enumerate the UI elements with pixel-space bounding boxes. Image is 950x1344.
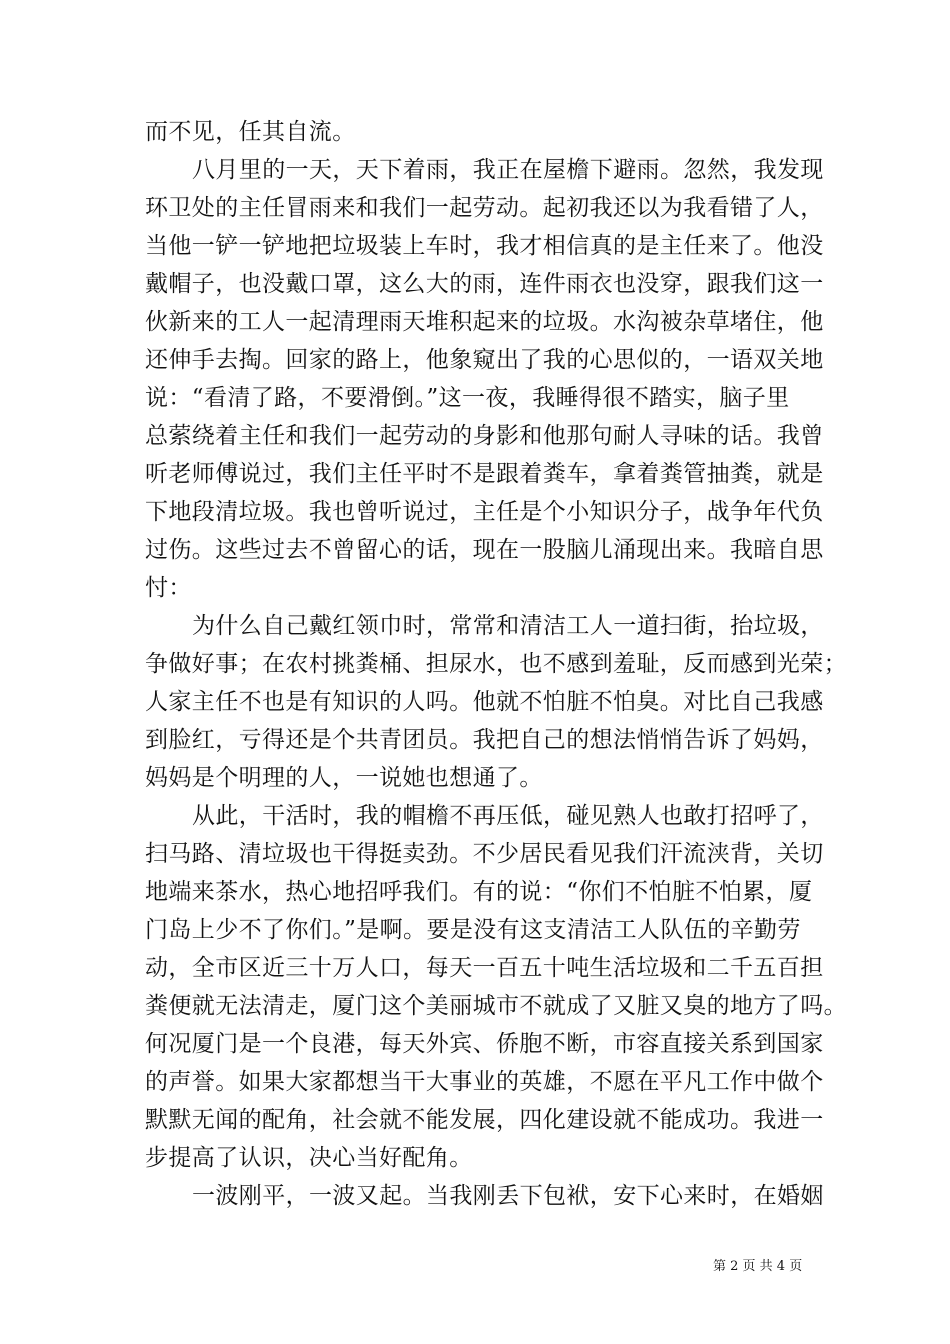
body-text-line: 说：“看清了路，不要滑倒。”这一夜，我睡得很不踏实，脑子里 <box>145 385 790 411</box>
body-text-line: 戴帽子，也没戴口罩，这么大的雨，连件雨衣也没穿，跟我们这一 <box>145 271 824 297</box>
body-text-line: 当他一铲一铲地把垃圾装上车时，我才相信真的是主任来了。他没 <box>145 233 824 259</box>
body-text-line: 步提高了认识，决心当好配角。 <box>145 1145 473 1171</box>
paragraph-first-line: 从此，干活时，我的帽檐不再压低，碰见熟人也敢打招呼了， <box>192 803 824 829</box>
body-text-line: 忖： <box>145 575 192 601</box>
body-text-line: 听老师傅说过，我们主任平时不是跟着粪车，拿着粪管抽粪，就是 <box>145 461 824 487</box>
page-indicator: 第 2 页 共 4 页 <box>713 1259 803 1274</box>
body-text-line: 过伤。这些过去不曾留心的话，现在一股脑儿涌现出来。我暗自思 <box>145 537 824 563</box>
paragraph-first-line: 一波刚平，一波又起。当我刚丢下包袱，安下心来时，在婚姻 <box>192 1183 824 1209</box>
body-text-line: 到脸红，亏得还是个共青团员。我把自己的想法悄悄告诉了妈妈， <box>145 727 824 753</box>
body-text-line: 还伸手去掏。回家的路上，他象窥出了我的心思似的，一语双关地 <box>145 347 824 373</box>
paragraph-first-line: 八月里的一天，天下着雨，我正在屋檐下避雨。忽然，我发现 <box>192 157 824 183</box>
body-text-line: 门岛上少不了你们。”是啊。要是没有这支清洁工人队伍的辛勤劳 <box>145 917 801 943</box>
body-text-line: 何况厦门是一个良港，每天外宾、侨胞不断，市容直接关系到国家 <box>145 1031 824 1057</box>
body-text-line: 扫马路、清垃圾也干得挺卖劲。不少居民看见我们汗流浃背，关切 <box>145 841 824 867</box>
body-text-line: 人家主任不也是有知识的人吗。他就不怕脏不怕臭。对比自己我感 <box>145 689 824 715</box>
body-text-line: 总萦绕着主任和我们一起劳动的身影和他那句耐人寻味的话。我曾 <box>145 423 824 449</box>
paragraph-first-line: 为什么自己戴红领巾时，常常和清洁工人一道扫街，抬垃圾， <box>192 613 824 639</box>
body-text-line: 伙新来的工人一起清理雨天堆积起来的垃圾。水沟被杂草堵住，他 <box>145 309 824 335</box>
body-text-line: 环卫处的主任冒雨来和我们一起劳动。起初我还以为我看错了人， <box>145 195 824 221</box>
body-text-line: 妈妈是个明理的人，一说她也想通了。 <box>145 765 543 791</box>
body-text-line: 而不见，任其自流。 <box>145 119 356 145</box>
body-text-line: 地端来茶水，热心地招呼我们。有的说：“你们不怕脏不怕累，厦 <box>145 879 813 905</box>
body-text-line: 下地段清垃圾。我也曾听说过，主任是个小知识分子，战争年代负 <box>145 499 824 525</box>
body-text-line: 争做好事；在农村挑粪桶、担尿水，也不感到羞耻，反而感到光荣； <box>145 651 847 677</box>
body-text-line: 默默无闻的配角，社会就不能发展，四化建设就不能成功。我进一 <box>145 1107 824 1133</box>
body-text-line: 粪便就无法清走，厦门这个美丽城市不就成了又脏又臭的地方了吗。 <box>145 993 847 1019</box>
body-text-line: 的声誉。如果大家都想当干大事业的英雄，不愿在平凡工作中做个 <box>145 1069 824 1095</box>
body-text-line: 动，全市区近三十万人口，每天一百五十吨生活垃圾和二千五百担 <box>145 955 824 981</box>
